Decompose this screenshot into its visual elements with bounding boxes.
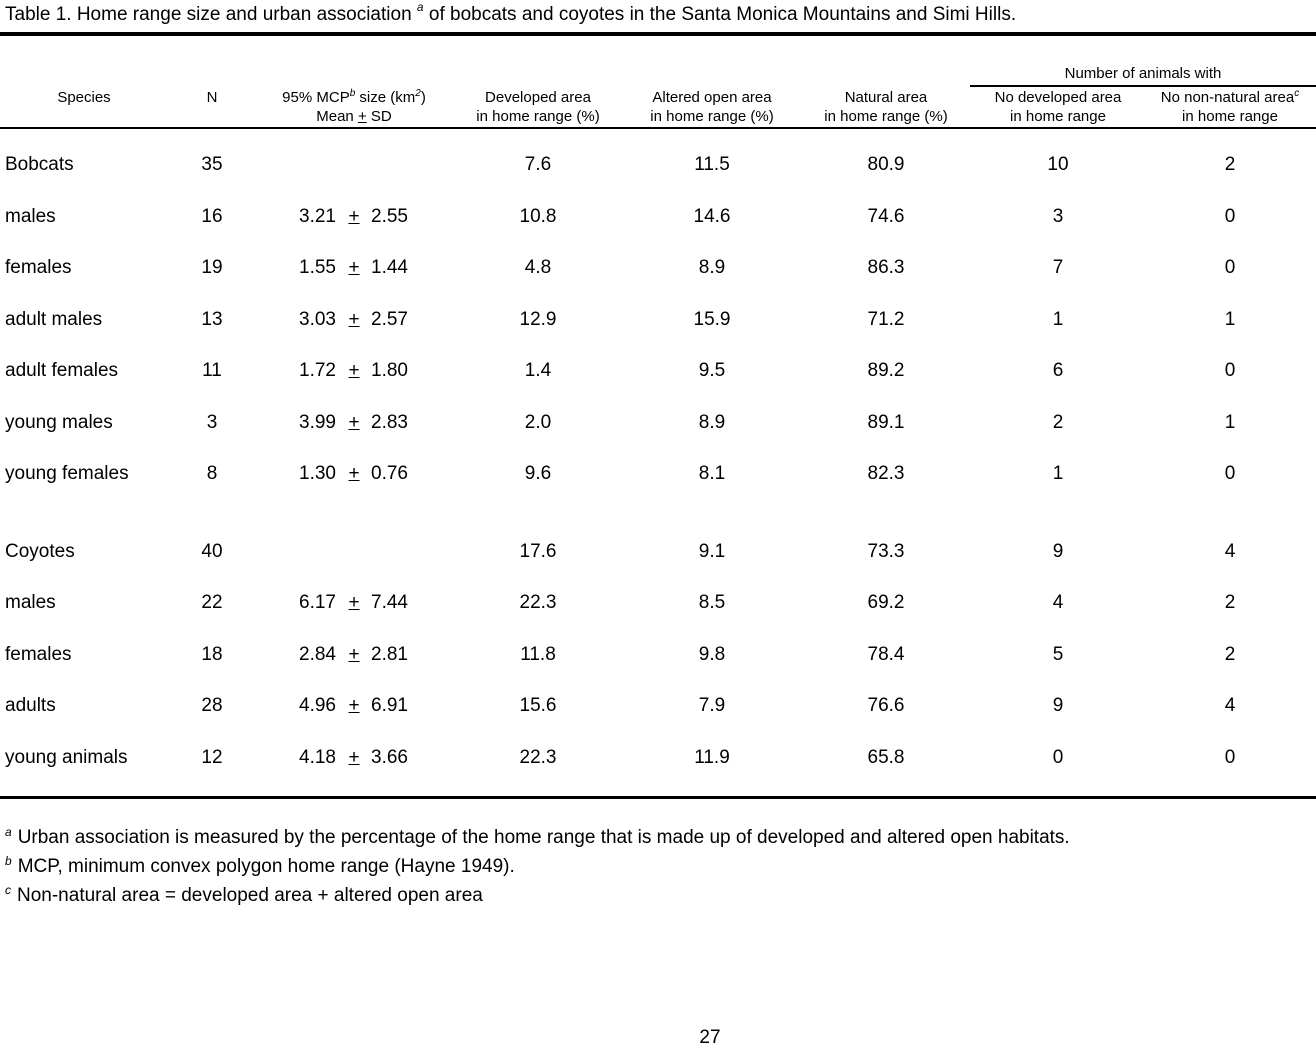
cell-species: young males [5, 412, 113, 433]
cell-altered: 11.9 [694, 747, 730, 768]
cell-altered: 14.6 [693, 206, 731, 227]
footnote-a [5, 824, 1070, 849]
cell-species: Bobcats [5, 154, 74, 175]
footnote-c [5, 882, 483, 907]
cell-species: young females [5, 463, 129, 484]
cell-nodev: 0 [1052, 747, 1064, 768]
cell-natural: 89.1 [867, 412, 905, 433]
cell-developed: 11.8 [520, 644, 556, 665]
cell-altered: 8.1 [698, 463, 726, 484]
cell-nodev: 9 [1052, 695, 1064, 716]
cell-developed: 15.6 [519, 695, 557, 716]
cell-natural: 74.6 [867, 206, 905, 227]
cell-n: 28 [201, 695, 223, 716]
cell-mcp-sd: 2.81 [371, 644, 408, 665]
cell-natural: 73.3 [867, 541, 905, 562]
cell-natural: 78.4 [867, 644, 905, 665]
caption-rest: of bobcats and coyotes in the Santa Monica Mountains and Simi Hills. [428, 4, 1017, 25]
cell-altered: 11.5 [694, 154, 730, 175]
cell-species: females [5, 644, 72, 665]
cell-nonnat: 4 [1224, 695, 1236, 716]
cell-altered: 15.9 [693, 309, 731, 330]
cell-species: adult females [5, 360, 119, 381]
cell-nonnat: 1 [1224, 412, 1236, 433]
cell-nodev: 3 [1052, 206, 1064, 227]
cell-altered: 9.1 [698, 541, 726, 562]
cell-developed: 12.9 [519, 309, 557, 330]
header-species: Species [57, 89, 111, 106]
cell-mcp-sd: 1.80 [371, 360, 408, 381]
header-altered: Altered open area in home range (%) [650, 89, 774, 125]
caption-lead: Table 1. Home range size and urban association [5, 4, 412, 25]
cell-species: Coyotes [5, 541, 75, 562]
cell-mcp-mean: 4.18 [299, 747, 336, 768]
cell-n: 12 [201, 747, 223, 768]
footnote-mark: a [5, 824, 12, 839]
footnote-text: MCP, minimum convex polygon home range (Hayne 1949). [17, 856, 515, 877]
header-rule [0, 127, 1316, 129]
cell-natural: 69.2 [867, 592, 905, 613]
cell-mcp-mean: 4.96 [299, 695, 336, 716]
cell-altered: 8.9 [698, 412, 726, 433]
cell-mcp-mean: 3.21 [299, 206, 336, 227]
cell-n: 22 [201, 592, 223, 613]
cell-mcp-plus-minus: + [348, 257, 360, 278]
cell-developed: 2.0 [524, 412, 552, 433]
cell-mcp-plus-minus: + [348, 592, 360, 613]
cell-altered: 9.8 [698, 644, 726, 665]
cell-mcp-sd: 1.44 [371, 257, 408, 278]
cell-developed: 22.3 [519, 747, 557, 768]
cell-n: 18 [201, 644, 223, 665]
cell-n: 13 [201, 309, 223, 330]
group-header-rule [970, 85, 1316, 87]
cell-developed: 9.6 [524, 463, 552, 484]
cell-nonnat: 1 [1224, 309, 1236, 330]
cell-species: adults [5, 695, 56, 716]
cell-mcp-sd: 3.66 [371, 747, 408, 768]
cell-mcp-sd: 0.76 [371, 463, 408, 484]
cell-nodev: 1 [1052, 309, 1064, 330]
header-no-non-natural: No non-natural area$^c$ in home range [1160, 88, 1300, 125]
cell-mcp-mean: 1.30 [299, 463, 336, 484]
page-number: 27 [699, 1027, 721, 1048]
cell-nonnat: 0 [1224, 747, 1236, 768]
cell-nodev: 1 [1052, 463, 1064, 484]
cell-natural: 89.2 [867, 360, 905, 381]
top-rule [0, 32, 1316, 36]
footnote-mark: c [5, 882, 11, 897]
cell-n: 3 [206, 412, 218, 433]
cell-natural: 86.3 [867, 257, 905, 278]
cell-altered: 8.9 [698, 257, 726, 278]
cell-mcp-sd: 6.91 [371, 695, 408, 716]
cell-nonnat: 0 [1224, 360, 1236, 381]
cell-n: 40 [201, 541, 223, 562]
cell-mcp-plus-minus: + [348, 360, 360, 381]
header-n: N [206, 89, 218, 106]
cell-developed: 4.8 [524, 257, 552, 278]
cell-altered: 8.5 [698, 592, 726, 613]
cell-species: females [5, 257, 72, 278]
cell-mcp-mean: 1.55 [299, 257, 336, 278]
cell-mcp-mean: 6.17 [299, 592, 336, 613]
cell-species: males [5, 206, 56, 227]
cell-mcp-mean: 3.03 [299, 309, 336, 330]
cell-developed: 1.4 [524, 360, 552, 381]
cell-mcp-sd: 2.57 [371, 309, 408, 330]
cell-developed: 17.6 [519, 541, 557, 562]
header-mcp-line1: 95% MCP$^b$ size $(km^2)$ [282, 88, 426, 106]
bottom-rule [0, 796, 1316, 799]
cell-mcp-sd: 2.83 [371, 412, 408, 433]
header-developed: Developed area in home range (%) [476, 89, 600, 125]
cell-nonnat: 2 [1224, 644, 1236, 665]
cell-mcp-plus-minus: + [348, 695, 360, 716]
cell-nodev: 10 [1047, 154, 1069, 175]
cell-n: 19 [201, 257, 223, 278]
cell-nonnat: 2 [1224, 154, 1236, 175]
cell-mcp-plus-minus: + [348, 412, 360, 433]
cell-natural: 65.8 [867, 747, 905, 768]
cell-n: 16 [201, 206, 223, 227]
cell-mcp-sd: 7.44 [371, 592, 408, 613]
cell-natural: 76.6 [867, 695, 905, 716]
cell-mcp-plus-minus: + [348, 463, 360, 484]
cell-n: 35 [201, 154, 223, 175]
cell-nodev: 2 [1052, 412, 1064, 433]
cell-mcp-plus-minus: + [348, 206, 360, 227]
cell-mcp-plus-minus: + [348, 309, 360, 330]
cell-developed: 10.8 [519, 206, 557, 227]
cell-mcp-mean: 2.84 [299, 644, 336, 665]
caption-footnote-mark: a [416, 0, 424, 14]
footnote-text: Non-natural area = developed area + altered open area [17, 885, 483, 906]
cell-nodev: 4 [1052, 592, 1064, 613]
footnote-mark: b [5, 853, 12, 868]
cell-nonnat: 0 [1224, 463, 1236, 484]
cell-natural: 82.3 [867, 463, 905, 484]
cell-natural: 80.9 [867, 154, 905, 175]
cell-nodev: 9 [1052, 541, 1064, 562]
cell-nodev: 5 [1052, 644, 1064, 665]
cell-developed: 22.3 [519, 592, 557, 613]
cell-nodev: 7 [1052, 257, 1064, 278]
cell-mcp-mean: 1.72 [299, 360, 336, 381]
header-mcp-line2: Mean + SD [316, 108, 392, 125]
cell-mcp-mean: 3.99 [299, 412, 336, 433]
cell-developed: 7.6 [524, 154, 552, 175]
cell-nodev: 6 [1052, 360, 1064, 381]
cell-n: 11 [202, 360, 222, 381]
footnote-b [5, 853, 515, 878]
header-no-developed: No developed area in home range [994, 89, 1122, 125]
cell-species: adult males [5, 309, 103, 330]
table-caption [5, 0, 1017, 26]
group-header: Number of animals with [1064, 65, 1222, 82]
cell-nonnat: 0 [1224, 257, 1236, 278]
cell-altered: 9.5 [698, 360, 726, 381]
header-natural: Natural area in home range (%) [824, 89, 948, 125]
cell-species: males [5, 592, 56, 613]
cell-natural: 71.2 [867, 309, 905, 330]
cell-nonnat: 4 [1224, 541, 1236, 562]
cell-n: 8 [206, 463, 218, 484]
cell-mcp-plus-minus: + [348, 747, 360, 768]
cell-mcp-plus-minus: + [348, 644, 360, 665]
header-mcp [254, 88, 454, 126]
cell-altered: 7.9 [698, 695, 726, 716]
cell-nonnat: 2 [1224, 592, 1236, 613]
cell-nonnat: 0 [1224, 206, 1236, 227]
cell-species: young animals [5, 747, 128, 768]
footnote-text: Urban association is measured by the percentage of the home range that is made up of developed and altered open habitats. [17, 827, 1070, 848]
cell-mcp-sd: 2.55 [371, 206, 408, 227]
